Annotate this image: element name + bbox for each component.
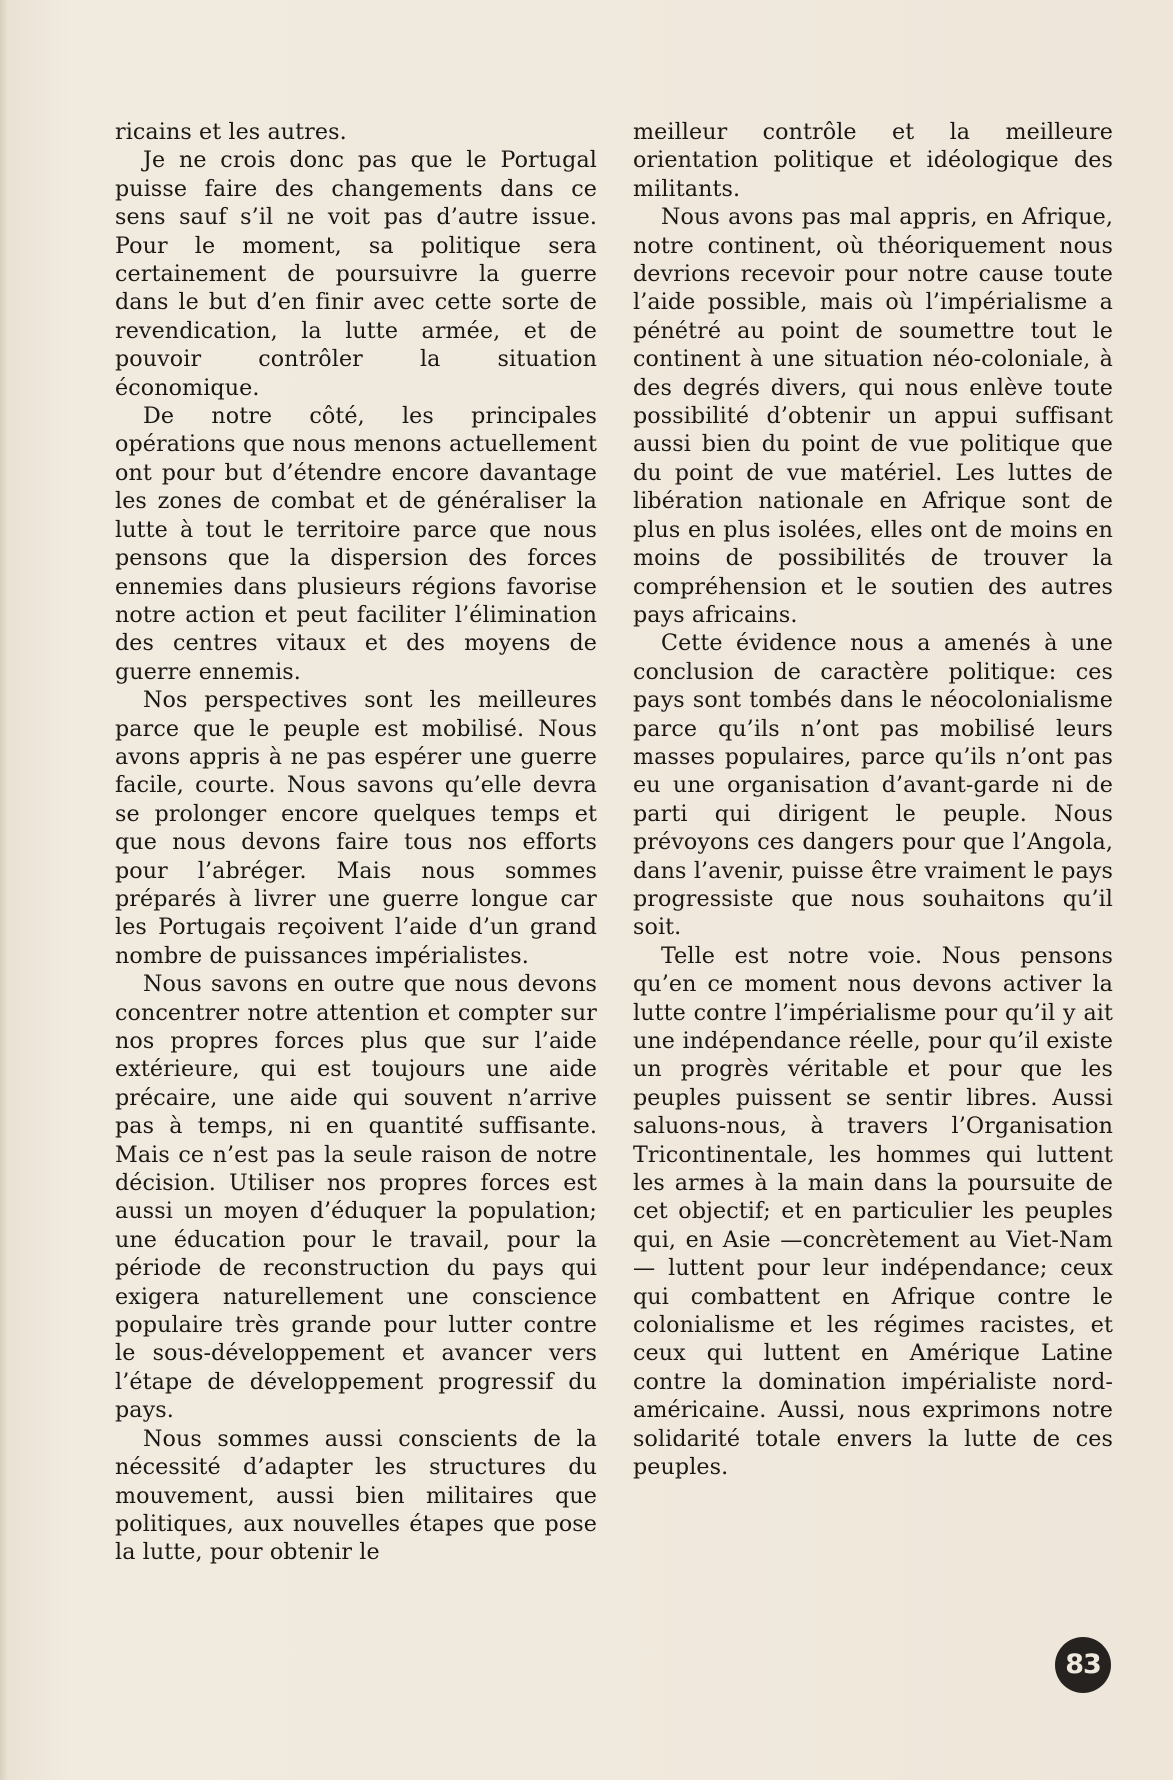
paragraph: Nos perspectives sont les meilleures parce que le peuple est mobilisé. Nous avons appris à ne pas espérer une guerre facile, courte. Nous savons qu’elle devra se prolonger encore quelques temps et que nous devons faire tous nos efforts pour l’abréger. Mais nous sommes préparés à livrer une guerre longue car les Portugais reçoivent l’aide d’un grand nombre de puissances impérialistes.: [115, 687, 597, 969]
paragraph: ricains et les autres.: [115, 119, 347, 145]
paragraph: meilleur contrôle et la meilleure orientation politique et idéologique des militants.: [633, 119, 1113, 202]
page-edge-shadow: [0, 0, 8, 1780]
paragraph: Telle est notre voie. Nous pensons qu’en ce moment nous devons activer la lutte contre l’impérialisme pour qu’il y ait une indépendance réelle, pour qu’il existe un progrès véritable et pour que les peuples puissent se sentir libres. Aussi saluons-nous, à travers l’Organisation Tricontinentale, les hommes qui luttent les armes à la main dans la poursuite de cet objectif; et en particulier les peuples qui, en Asie —concrètement au Viet-Nam— luttent pour leur indépendance; ceux qui combattent en Afrique contre le colonialisme et les régimes racistes, et ceux qui luttent en Amérique Latine contre la domination impérialiste nord-américaine. Aussi, nous exprimons notre solidarité totale envers la lutte de ces peuples.: [633, 942, 1113, 1481]
paragraph: Je ne crois donc pas que le Portugal puisse faire des changements dans ce sens sauf s’il ne voit pas d’autre issue. Pour le moment, sa politique sera certainement de poursuivre la guerre dans le but d’en finir avec cette sorte de revendication, la lutte armée, et de pouvoir contrôler la situation économique.: [115, 147, 597, 401]
paragraph: Nous savons en outre que nous devons concentrer notre attention et compter sur nos propres forces plus que sur l’aide extérieure, qui est toujours une aide précaire, une aide qui souvent n’arrive pas à temps, ni en quantité suffisante. Mais ce n’est pas la seule raison de notre décision. Utiliser nos propres forces est aussi un moyen d’éduquer la population; une éducation pour le travail, pour la période de reconstruction du pays qui exigera naturellement une conscience populaire très grande pour lutter contre le sous-développement et avancer vers l’étape de développement progressif du pays.: [115, 971, 597, 1424]
left-text-column: [115, 118, 597, 1567]
paragraph: Nous sommes aussi conscients de la nécessité d’adapter les structures du mouvement, aussi bien militaires que politiques, aux nouvelles étapes que pose la lutte, pour obtenir le: [115, 1425, 597, 1566]
paragraph: Cette évidence nous a amenés à une conclusion de caractère politique: ces pays sont tombés dans le néocolonialisme parce qu’ils n’ont pas mobilisé leurs masses populaires, parce qu’ils n’ont pas eu une organisation d’avant-garde ni de parti qui dirigent le peuple. Nous prévoyons ces dangers pour que l’Angola, dans l’avenir, puisse être vraiment le pays progressiste que nous souhaitons qu’il soit.: [633, 630, 1113, 941]
page-number-badge: 83: [1055, 1637, 1111, 1693]
paragraph: De notre côté, les principales opérations que nous menons actuellement ont pour but d’étendre encore davantage les zones de combat et de généraliser la lutte à tout le territoire parce que nous pensons que la dispersion des forces ennemies dans plusieurs régions favorise notre action et peut faciliter l’élimination des centres vitaux et des moyens de guerre ennemis.: [115, 403, 597, 685]
paragraph: Nous avons pas mal appris, en Afrique, notre continent, où théoriquement nous devrions recevoir pour notre cause toute l’aide possible, mais où l’impérialisme a pénétré au point de soumettre tout le continent à une situation néo-coloniale, à des degrés divers, qui nous enlève toute possibilité d’obtenir un appui suffisant aussi bien du point de vue politique que du point de vue matériel. Les luttes de libération nationale en Afrique sont de plus en plus isolées, elles ont de moins en moins de possibilités de trouver la compréhension et le soutien des autres pays africains.: [633, 204, 1113, 628]
right-text-column: [633, 118, 1113, 1482]
